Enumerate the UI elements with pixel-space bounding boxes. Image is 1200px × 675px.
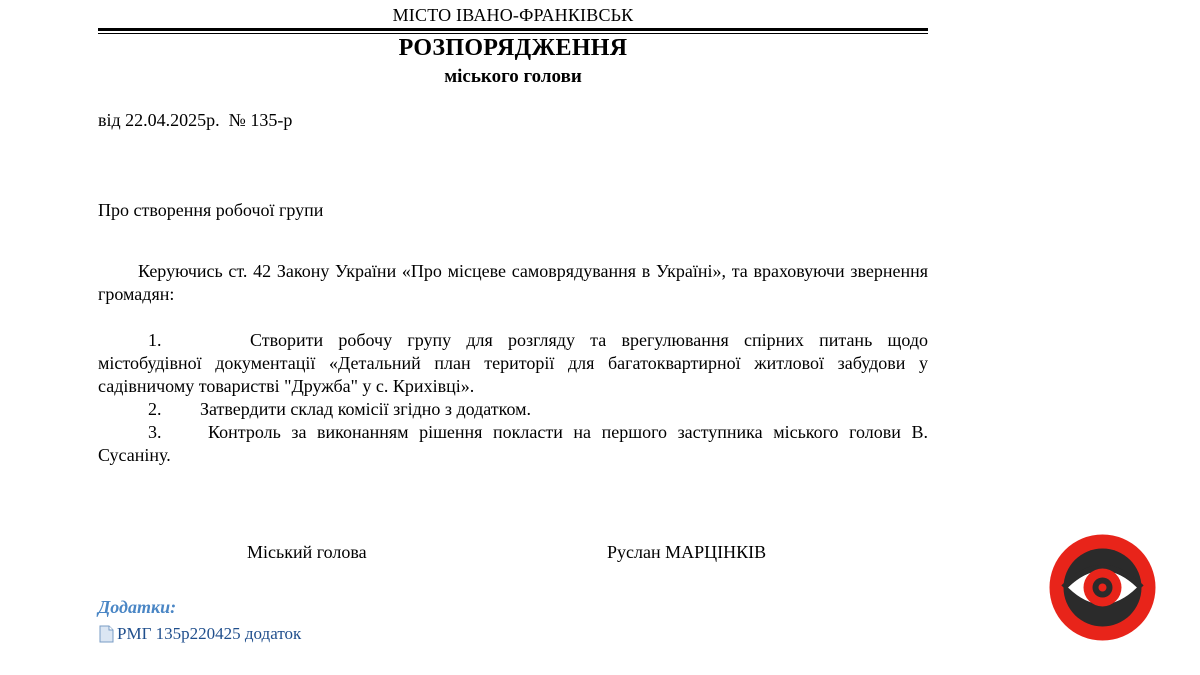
list-item-text: Створити робочу групу для розгляду та врегулювання спірних питань щодо містобудівної документації «Детальний план території для багатоквартирної житлової забудови у садівничому товаристві "Дружба" у с. Крихівці». — [98, 330, 928, 396]
list-item — [98, 421, 928, 467]
list-item-text: Затвердити склад комісії згідно з додатком. — [200, 399, 532, 419]
list-item-number: 1. — [148, 330, 162, 350]
eye-logo-icon — [1049, 534, 1156, 641]
date-and-number: від 22.04.2025р. № 135-р — [98, 110, 293, 130]
attachments-title: Додатки: — [98, 597, 177, 617]
attachment-link[interactable] — [98, 624, 301, 644]
subject-line: Про створення робочої групи — [98, 200, 324, 220]
signature-role: Міський голова — [247, 542, 367, 562]
document-subtitle: міського голови — [444, 66, 582, 87]
city-header: МІСТО ІВАНО-ФРАНКІВСЬК — [392, 5, 634, 25]
signature-name: Руслан МАРЦІНКІВ — [607, 542, 767, 562]
document-file-icon — [98, 625, 115, 643]
attachment-link-label[interactable]: РМГ 135р220425 додаток — [117, 624, 302, 643]
document-title: РОЗПОРЯДЖЕННЯ — [398, 35, 628, 61]
list-item-text: Контроль за виконанням рішення покласти на першого заступника міського голови В. Сусаніну. — [98, 422, 928, 465]
list-item — [98, 329, 928, 398]
header-rule-thick — [98, 28, 928, 31]
preamble-paragraph: Керуючись ст. 42 Закону України «Про місцеве самоврядування в Україні», та враховуючи звернення громадян: — [98, 261, 928, 304]
list-item — [98, 398, 928, 421]
list-item-number: 2. — [148, 399, 162, 419]
header-rule-thin — [98, 33, 928, 34]
list-item-number: 3. — [148, 422, 162, 442]
